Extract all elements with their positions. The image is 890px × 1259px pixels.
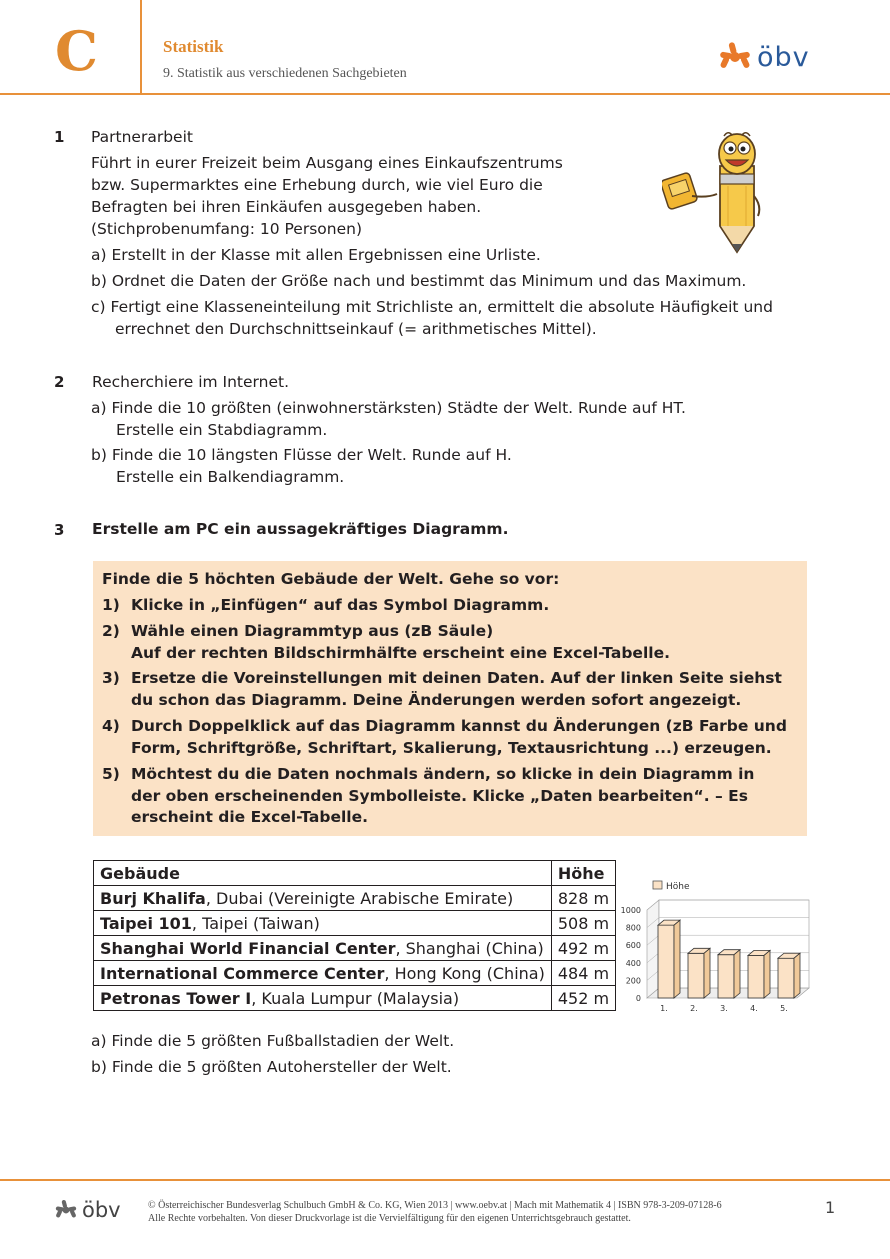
- building-place: , Taipei (Taiwan): [191, 913, 320, 933]
- task1-number: 1: [54, 128, 65, 146]
- step-text: der oben erscheinenden Symbolleiste. Klicke „Daten bearbeiten“. – Es: [131, 787, 748, 805]
- building-name: Burj Khalifa: [100, 888, 206, 908]
- bar: [778, 958, 794, 998]
- logo-text: öbv: [757, 41, 810, 73]
- task1-item-c-cont: errechnet den Durchschnittseinkauf (= arithmetisches Mittel).: [115, 320, 597, 338]
- instruction-heading: Finde die 5 höchten Gebäude der Welt. Gehe so vor:: [102, 570, 560, 588]
- y-tick-label: 600: [625, 941, 641, 951]
- table-row: [94, 986, 616, 1011]
- step-number: 1): [102, 596, 120, 614]
- task1-item-b: b) Ordnet die Daten der Größe nach und bestimmt das Minimum und das Maximum.: [91, 272, 747, 290]
- building-place: , Hong Kong (China): [384, 963, 545, 983]
- table-header: Höhe: [551, 861, 615, 886]
- task2-title: Recherchiere im Internet.: [92, 373, 290, 391]
- bar: [748, 955, 764, 998]
- bar-side: [794, 953, 800, 998]
- x-tick-label: 5.: [780, 1004, 788, 1013]
- building-place: , Dubai (Vereinigte Arabische Emirate): [205, 888, 514, 908]
- task1-intro-line: (Stichprobenumfang: 10 Personen): [91, 220, 363, 238]
- step-text: du schon das Diagramm. Deine Änderungen werden sofort angezeigt.: [131, 691, 742, 709]
- task1-intro-line: Befragten bei ihren Einkäufen ausgegeben haben.: [91, 198, 482, 216]
- table-row: [94, 936, 616, 961]
- page-header: [0, 0, 890, 95]
- height-cell: 508 m: [551, 911, 615, 936]
- task3-number: 3: [54, 521, 65, 539]
- bar-side: [734, 950, 740, 998]
- y-tick-label: 0: [635, 994, 641, 1003]
- step-number: 3): [102, 669, 120, 687]
- step-text: Möchtest du die Daten nochmals ändern, so klicke in dein Diagramm in: [131, 765, 755, 783]
- task2-item-b-cont: Erstelle ein Balkendiagramm.: [116, 468, 345, 486]
- header-divider: [140, 0, 142, 94]
- bar-side: [764, 950, 770, 998]
- building-cell: [94, 986, 552, 1011]
- x-tick-label: 4.: [750, 1004, 758, 1013]
- step-text: Form, Schriftgröße, Schriftart, Skalierung, Textausrichtung ...) erzeugen.: [131, 739, 772, 757]
- copyright-line: © Österreichischer Bundesverlag Schulbuch GmbH & Co. KG, Wien 2013 | www.oebv.at | Mach mit Mathematik 4 | ISBN 978-3-209-07128-6: [148, 1200, 722, 1211]
- star-logo-icon: [55, 1199, 77, 1221]
- buildings-table: [93, 860, 616, 1011]
- x-tick-label: 1.: [660, 1004, 668, 1013]
- task2-item-a: a) Finde die 10 größten (einwohnerstärksten) Städte der Welt. Runde auf HT.: [91, 399, 686, 417]
- step-number: 2): [102, 622, 120, 640]
- rights-line: Alle Rechte vorbehalten. Von dieser Druckvorlage ist die Vervielfältigung für den eigenen Unterrichtsgebrauch gestattet.: [148, 1213, 631, 1224]
- height-cell: 452 m: [551, 986, 615, 1011]
- task3-item-a: a) Finde die 5 größten Fußballstadien der Welt.: [91, 1032, 455, 1050]
- table-row: [94, 911, 616, 936]
- building-name: Shanghai World Financial Center: [100, 938, 396, 958]
- chapter-title: Statistik: [163, 37, 224, 56]
- task1-intro-line: bzw. Supermarktes eine Erhebung durch, wie viel Euro die: [91, 176, 543, 194]
- x-tick-label: 3.: [720, 1004, 728, 1013]
- height-cell: 484 m: [551, 961, 615, 986]
- footer-rule: [0, 1179, 890, 1181]
- building-cell: [94, 911, 552, 936]
- chart-side-wall: [647, 900, 659, 998]
- building-name: Taipei 101: [100, 913, 192, 933]
- task2-item-a-cont: Erstelle ein Stabdiagramm.: [116, 421, 328, 439]
- bar: [718, 955, 734, 998]
- step-text: Ersetze die Voreinstellungen mit deinen Daten. Auf der linken Seite siehst: [131, 669, 782, 687]
- building-place: , Shanghai (China): [395, 938, 544, 958]
- task1-item-c: c) Fertigt eine Klasseneinteilung mit Strichliste an, ermittelt die absolute Häufigkeit und: [91, 298, 773, 316]
- footer-logo: [55, 1198, 121, 1222]
- building-name: Petronas Tower I: [100, 988, 252, 1008]
- star-logo-icon: [719, 41, 751, 73]
- header-rule: [0, 93, 890, 95]
- table-row: [94, 886, 616, 911]
- page-number: 1: [825, 1198, 836, 1217]
- step-number: 5): [102, 765, 120, 783]
- step-text: erscheint die Excel-Tabelle.: [131, 808, 369, 826]
- copyright-notice: [148, 1199, 722, 1225]
- building-place: , Kuala Lumpur (Malaysia): [251, 988, 460, 1008]
- step-text: Klicke in „Einfügen“ auf das Symbol Diagramm.: [131, 596, 550, 614]
- y-tick-label: 1000: [620, 906, 641, 915]
- footer-logo-text: öbv: [82, 1198, 121, 1222]
- task1-title: Partnerarbeit: [91, 128, 193, 146]
- legend-swatch: [653, 881, 662, 889]
- step-text: Wähle einen Diagrammtyp aus (zB Säule): [131, 622, 494, 640]
- building-name: International Commerce Center: [100, 963, 385, 983]
- table-header: Gebäude: [94, 861, 552, 886]
- task2-item-b: b) Finde die 10 längsten Flüsse der Welt. Runde auf H.: [91, 446, 512, 464]
- instruction-box: [93, 561, 807, 836]
- task2-number: 2: [54, 373, 65, 391]
- bar-side: [704, 948, 710, 998]
- oebv-logo: [719, 40, 810, 74]
- chapter-letter: C: [55, 19, 98, 83]
- bar: [688, 953, 704, 998]
- y-tick-label: 200: [625, 976, 641, 986]
- pencil-mascot-illustration: [662, 126, 772, 258]
- bar: [658, 925, 674, 998]
- height-bar-chart: [612, 874, 822, 1022]
- task3-item-b: b) Finde die 5 größten Autohersteller der Welt.: [91, 1058, 452, 1076]
- table-row: [94, 961, 616, 986]
- height-cell: 828 m: [551, 886, 615, 911]
- bar-side: [674, 920, 680, 998]
- building-cell: [94, 886, 552, 911]
- building-cell: [94, 936, 552, 961]
- task1-intro-line: Führt in eurer Freizeit beim Ausgang eines Einkaufszentrums: [91, 154, 563, 172]
- chapter-subtitle: 9. Statistik aus verschiedenen Sachgebieten: [163, 66, 407, 81]
- building-cell: [94, 961, 552, 986]
- step-text: Auf der rechten Bildschirmhälfte erscheint eine Excel-Tabelle.: [131, 644, 670, 662]
- y-tick-label: 800: [625, 923, 641, 933]
- table-header-row: [94, 861, 616, 886]
- x-tick-label: 2.: [690, 1004, 698, 1013]
- y-tick-label: 400: [625, 958, 641, 968]
- step-text: Durch Doppelklick auf das Diagramm kannst du Änderungen (zB Farbe und: [131, 717, 787, 735]
- task1-item-a: a) Erstellt in der Klasse mit allen Ergebnissen eine Urliste.: [91, 246, 541, 264]
- height-cell: 492 m: [551, 936, 615, 961]
- step-number: 4): [102, 717, 120, 735]
- legend-label: Höhe: [666, 882, 690, 892]
- task3-title: Erstelle am PC ein aussagekräftiges Diagramm.: [92, 520, 509, 538]
